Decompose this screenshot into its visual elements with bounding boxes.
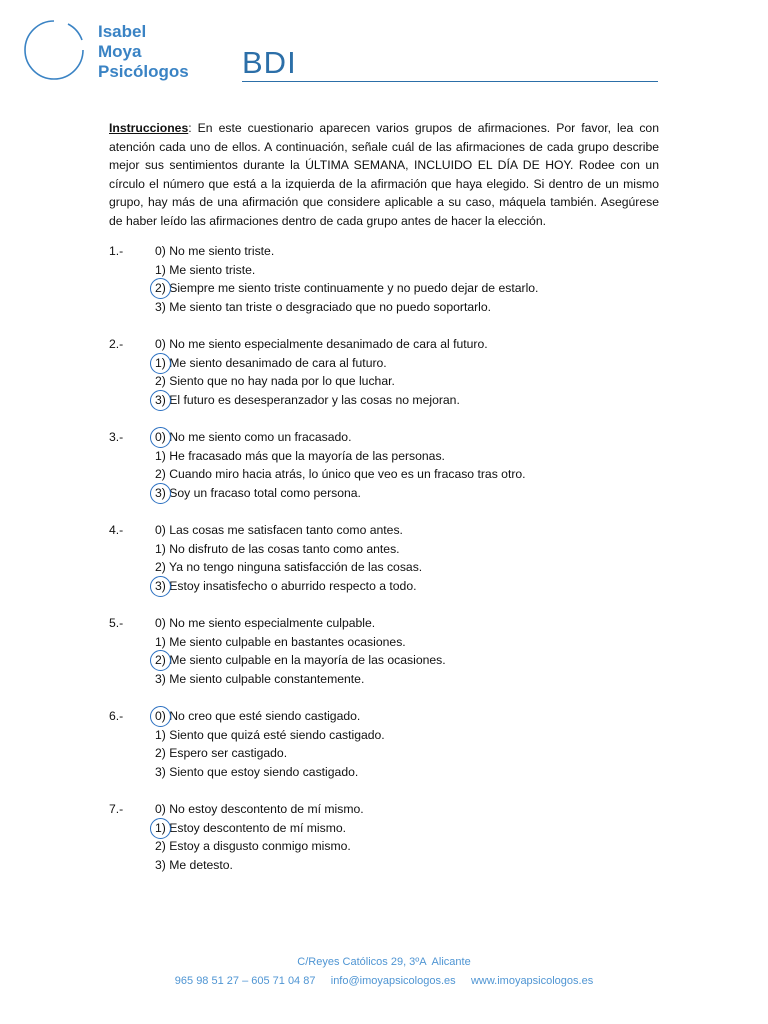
question-number: 1.- (109, 244, 124, 258)
answer-option[interactable]: 0) No me siento especialmente desanimado de cara al futuro. (155, 337, 488, 351)
answer-option-circled[interactable]: 0) No me siento como un fracasado. (155, 428, 351, 447)
answer-option-circled[interactable]: 3) El futuro es desesperanzador y las cosas no mejoran. (155, 391, 460, 410)
answer-option[interactable]: 2) Estoy a disgusto conmigo mismo. (155, 839, 351, 854)
answer-option[interactable]: 1) No disfruto de las cosas tanto como antes. (155, 541, 400, 556)
answer-option-circled[interactable]: 0) No creo que esté siendo castigado. (155, 707, 360, 726)
answer-option[interactable]: 2) Siento que no hay nada por lo que luchar. (155, 374, 395, 389)
answer-option[interactable]: 2) Espero ser castigado. (155, 746, 288, 761)
logo-circle-icon (22, 18, 86, 82)
questions-list (109, 242, 669, 893)
footer-contact (0, 975, 768, 987)
question-number: 2.- (109, 337, 124, 351)
question-number: 7.- (109, 802, 124, 816)
question-number: 3.- (109, 430, 124, 444)
answer-option[interactable]: 1) Siento que quizá esté siendo castigado. (155, 727, 385, 742)
answer-option[interactable]: 3) Me siento culpable constantemente. (155, 671, 365, 686)
answer-option-circled[interactable]: 2) Siempre me siento triste continuamente y no puedo dejar de estarlo. (155, 279, 538, 298)
instructions-paragraph (109, 119, 659, 230)
answer-option[interactable]: 1) He fracasado más que la mayoría de las personas. (155, 448, 445, 463)
title-divider (242, 81, 658, 82)
question-group (109, 800, 669, 893)
answer-option[interactable]: 1) Me siento culpable en bastantes ocasiones. (155, 634, 406, 649)
document-title: BDI (242, 45, 297, 80)
instructions-text: : En este cuestionario aparecen varios grupos de afirmaciones. Por favor, lea con atención cada uno de ellos. A continuación, señale cuál de las afirmaciones de cada grupo describe mejor sus sentimientos durante la ÚLTIMA SEMANA, INCLUIDO EL DÍA DE HOY. Rodee con un círculo el número que está a la izquierda de la afirmación que haya elegido. Si dentro de un mismo grupo, hay más de una afirmación que considere aplicable a su caso, máquela también. Asegúrese de haber leído las afirmaciones dentro de cada grupo antes de hacer la elección. (109, 121, 659, 228)
question-group (109, 335, 669, 428)
answer-option[interactable]: 3) Me siento tan triste o desgraciado que no puedo soportarlo. (155, 299, 492, 314)
answer-option[interactable]: 3) Siento que estoy siendo castigado. (155, 764, 359, 779)
footer-email[interactable]: info@imoyapsicologos.es (330, 975, 456, 987)
brand-name (98, 22, 189, 82)
question-number: 6.- (109, 709, 124, 723)
answer-option[interactable]: 0) No me siento especialmente culpable. (155, 616, 376, 630)
answer-option-circled[interactable]: 3) Soy un fracaso total como persona. (155, 484, 361, 503)
answer-option-circled[interactable]: 2) Me siento culpable en la mayoría de las ocasiones. (155, 651, 446, 670)
question-group (109, 707, 669, 800)
answer-option-circled[interactable]: 1) Me siento desanimado de cara al futuro. (155, 354, 387, 373)
answer-option[interactable]: 2) Cuando miro hacia atrás, lo único que veo es un fracaso tras otro. (155, 467, 526, 482)
answer-option-circled[interactable]: 3) Estoy insatisfecho o aburrido respecto a todo. (155, 577, 417, 596)
question-group (109, 614, 669, 707)
question-number: 4.- (109, 523, 124, 537)
footer-phones: 965 98 51 27 – 605 71 04 87 (174, 975, 316, 987)
answer-option[interactable]: 0) No me siento triste. (155, 244, 275, 258)
question-group (109, 521, 669, 614)
brand-line-2: Moya (98, 42, 142, 61)
question-number: 5.- (109, 616, 124, 630)
footer-website[interactable]: www.imoyapsicologos.es (470, 975, 594, 987)
answer-option-circled[interactable]: 1) Estoy descontento de mí mismo. (155, 819, 346, 838)
footer-address: C/Reyes Católicos 29, 3ºA Alicante (297, 956, 471, 968)
brand-line-1: Isabel (98, 22, 147, 41)
answer-option[interactable]: 0) No estoy descontento de mí mismo. (155, 802, 364, 816)
instructions-label: Instrucciones (109, 121, 189, 135)
answer-option[interactable]: 0) Las cosas me satisfacen tanto como antes. (155, 523, 403, 537)
brand-line-3: Psicólogos (98, 62, 189, 81)
question-group (109, 428, 669, 521)
answer-option[interactable]: 3) Me detesto. (155, 857, 233, 872)
answer-option[interactable]: 2) Ya no tengo ninguna satisfacción de las cosas. (155, 560, 423, 575)
answer-option[interactable]: 1) Me siento triste. (155, 262, 256, 277)
question-group (109, 242, 669, 335)
